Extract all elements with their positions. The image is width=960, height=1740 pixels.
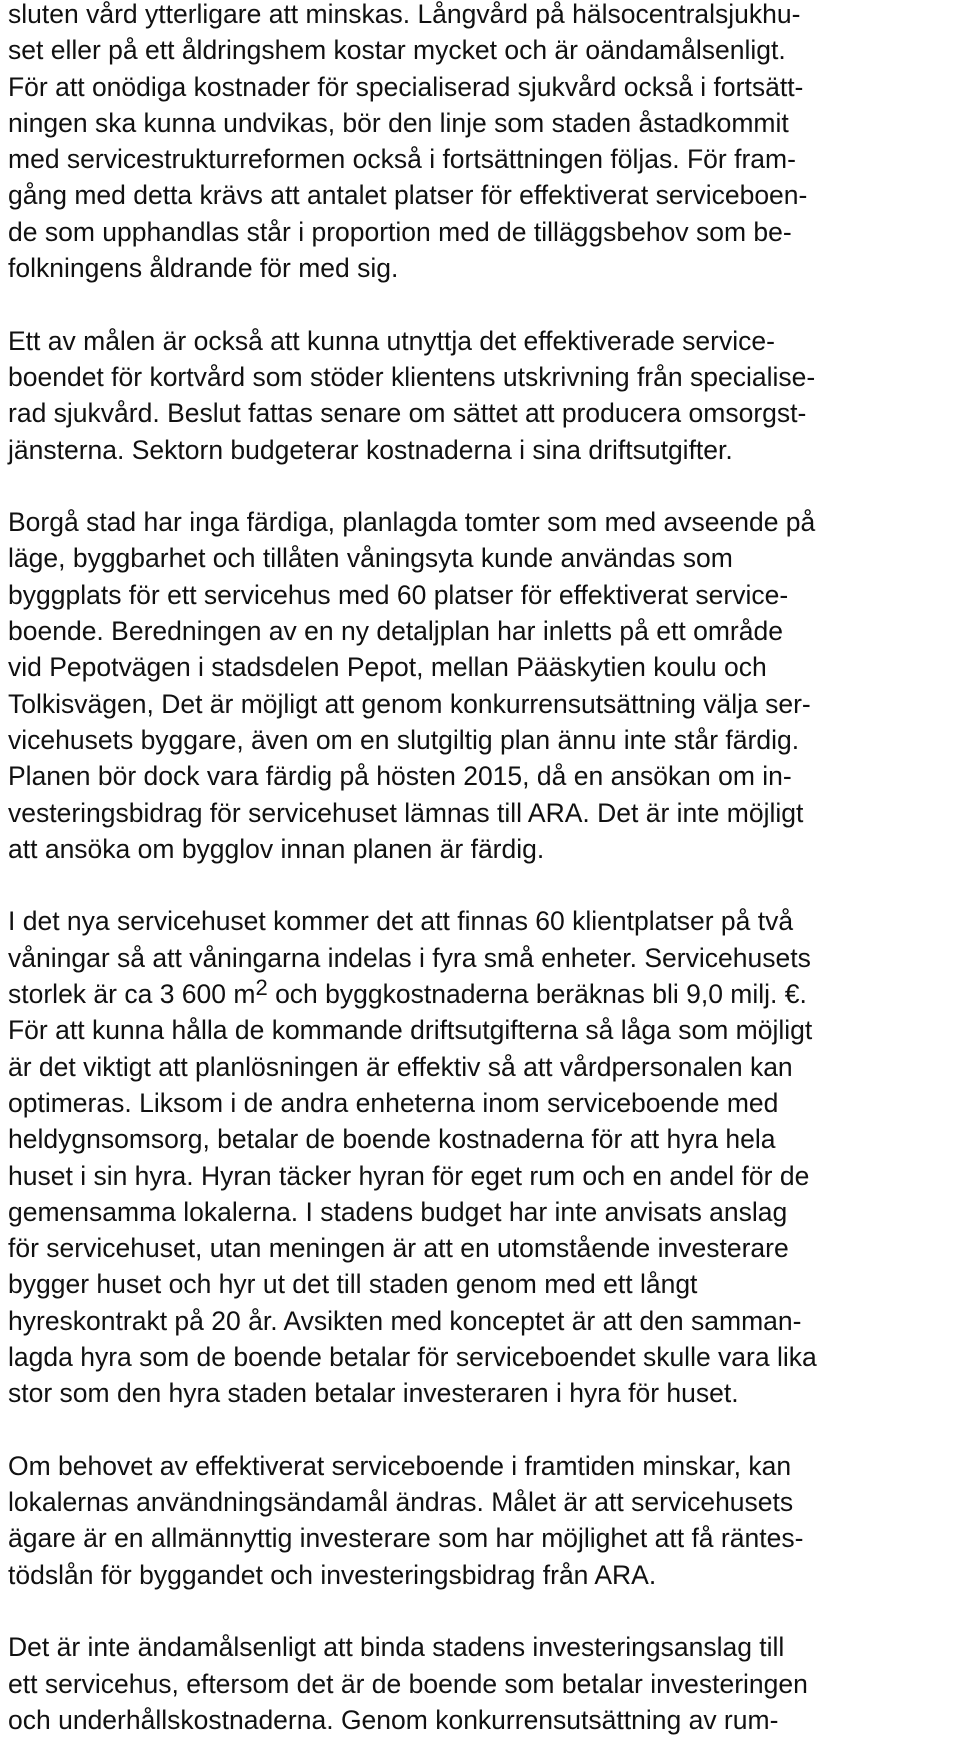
text-line: ägare är en allmännyttig investerare som har möjlighet att få räntes- [8,1523,804,1554]
text-line: rad sjukvård. Beslut fattas senare om sättet att producera omsorgst- [8,398,807,429]
text-fragment: och byggkostnaderna beräknas bli 9,0 milj. €. [267,979,807,1010]
text-line: lokalernas användningsändamål ändras. Målet är att servicehusets [8,1487,794,1518]
text-line: Om behovet av effektiverat serviceboende i framtiden minskar, kan [8,1450,792,1481]
paragraph-gap [8,1412,960,1448]
text-line: Tolkisvägen, Det är möjligt att genom konkurrensutsättning välja ser- [8,688,811,719]
text-line: ningen ska kunna undvikas, bör den linje som staden åstadkommit [8,107,789,138]
text-line: lagda hyra som de boende betalar för serviceboendet skulle vara lika [8,1341,817,1372]
text-line-with-superscript [8,976,958,1012]
text-line: huset i sin hyra. Hyran täcker hyran för eget rum och en andel för de [8,1160,810,1191]
text-line: folkningens åldrande för med sig. [8,253,399,284]
text-line: gång med detta krävs att antalet platser för effektiverat serviceboen- [8,180,808,211]
text-line: I det nya servicehuset kommer det att finnas 60 klientplatser på två [8,906,794,937]
paragraph-new-service-house [8,903,958,1411]
text-line: optimeras. Liksom i de andra enheterna inom serviceboende med [8,1087,779,1118]
text-line: boendet för kortvård som stöder klientens utskrivning från specialise- [8,361,816,392]
text-line: våningar så att våningarna indelas i fyra små enheter. Servicehusets [8,942,811,973]
superscript-2: 2 [255,975,268,1001]
text-line: Planen bör dock vara färdig på hösten 2015, då en ansökan om in- [8,761,792,792]
text-line: vicehusets byggare, även om en slutgiltig plan ännu inte står färdig. [8,724,800,755]
text-line: tödslån för byggandet och investeringsbidrag från ARA. [8,1559,657,1590]
text-line: heldygnsomsorg, betalar de boende kostnaderna för att hyra hela [8,1124,776,1155]
text-line: att ansöka om bygglov innan planen är färdig. [8,833,545,864]
text-line: stor som den hyra staden betalar investeraren i hyra för huset. [8,1378,739,1409]
paragraph-gap [8,867,960,903]
text-line: Ett av målen är också att kunna utnyttja det effektiverade service- [8,325,775,356]
text-line: bygger huset och hyr ut det till staden genom med ett långt [8,1269,698,1300]
text-line: ett servicehus, eftersom det är de boende som betalar investeringen [8,1668,808,1699]
text-line: vid Pepotvägen i stadsdelen Pepot, mellan Pääskytien koulu och [8,652,767,683]
text-line: är det viktigt att planlösningen är effektiv så att vårdpersonalen kan [8,1051,793,1082]
paragraph-investment [8,1629,958,1738]
text-line: sluten vård ytterligare att minskas. Långvård på hälsocentralsjukhu- [8,0,801,29]
text-line: hyreskontrakt på 20 år. Avsikten med konceptet är att den samman- [8,1305,802,1336]
text-line: Borgå stad har inga färdiga, planlagda tomter som med avseende på [8,507,816,538]
paragraph-building-site [8,504,958,867]
text-line: och underhållskostnaderna. Genom konkurrensutsättning av rum- [8,1704,779,1735]
paragraph-short-term-care [8,323,958,468]
text-line: med servicestrukturreformen också i fortsättningen följas. För fram- [8,144,796,175]
text-line: För att onödiga kostnader för specialiserad sjukvård också i fortsätt- [8,71,804,102]
text-line: jänsterna. Sektorn budgeterar kostnaderna i sina driftsutgifter. [8,434,733,465]
paragraph-care-reduction [8,0,958,286]
text-line: de som upphandlas står i proportion med de tilläggsbehov som be- [8,216,792,247]
text-fragment: storlek är ca 3 600 m [8,979,256,1010]
text-line: läge, byggbarhet och tillåten våningsyta kunde användas som [8,543,733,574]
text-line: för servicehuset, utan meningen är att en utomstående investerare [8,1233,789,1264]
text-line: För att kunna hålla de kommande driftsutgifterna så låga som möjligt [8,1015,813,1046]
text-line: vesteringsbidrag för servicehuset lämnas till ARA. Det är inte möjligt [8,797,804,828]
text-line: Det är inte ändamålsenligt att binda stadens investeringsanslag till [8,1632,785,1663]
paragraph-future-needs [8,1448,958,1593]
paragraph-gap [8,1593,960,1629]
text-line: boende. Beredningen av en ny detaljplan har inletts på ett område [8,616,783,647]
text-line: set eller på ett åldringshem kostar mycket och är oändamålsenligt. [8,35,786,66]
paragraph-gap [8,468,960,504]
text-line: gemensamma lokalerna. I stadens budget har inte anvisats anslag [8,1196,788,1227]
paragraph-gap [8,286,960,322]
text-line: byggplats för ett servicehus med 60 platser för effektiverat service- [8,579,789,610]
